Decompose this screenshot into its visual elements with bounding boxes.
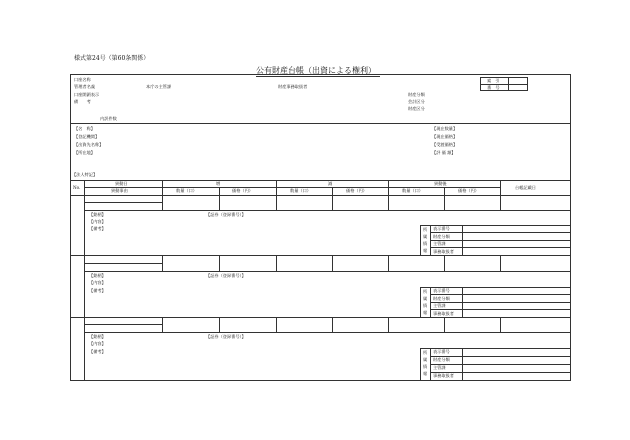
entry-3-shukan: 主管課 (433, 365, 446, 370)
entry-1-naiyou: 【内容】 (89, 219, 106, 224)
kaisetsu-label: 口座開鎖表示 (74, 92, 100, 97)
entry-1-shozoku-1: 所 (423, 227, 428, 232)
entry-1-bunrui: 財産分類 (433, 234, 450, 239)
entry-3-bunrui: 財産分類 (433, 357, 450, 362)
entry-1-shoken: 【証券（登録番号）】 (206, 212, 246, 217)
entry-1-jimu: 事務取扱者 (433, 249, 454, 254)
col-ido-jiyu: 異動事由 (111, 188, 128, 193)
info-hyouka: 【評 価 額】 (432, 150, 456, 155)
info-genzai-kakaku: 【現在価格】 (432, 134, 458, 139)
entry-2-shozoku-1: 所 (423, 289, 428, 294)
entry-3-shoken: 【証券（登録番号）】 (206, 334, 246, 339)
col-idogo-suryo: 数量（口） (402, 188, 423, 193)
entry-3-biko: 【備考】 (89, 349, 106, 354)
entry-3-shozoku-3: 情 (423, 364, 428, 369)
entry-2-shozoku-4: 報 (423, 310, 428, 315)
entry-3-hyouji: 表示番号 (433, 349, 450, 354)
entry-3-naiyou: 【内容】 (89, 341, 106, 346)
document-title: 公有財産台帳（出資による権利） (256, 66, 376, 75)
col-idogo-kakaku: 価格（円） (458, 188, 479, 193)
form-number: 様式第24号（第60条関係） (74, 55, 150, 62)
bunrui-label: 財産分類 (408, 92, 425, 97)
col-zo: 増 (216, 181, 221, 186)
entry-2-shozoku-3: 情 (423, 303, 428, 308)
entry-2-shoken: 【証券（登録番号）】 (206, 273, 246, 278)
entry-2-bunrui: 財産分類 (433, 296, 450, 301)
entry-2-hyouji: 表示番号 (433, 288, 450, 293)
entry-2-naiyou: 【内容】 (89, 280, 106, 285)
kouza-name-label: 口座名称 (74, 77, 91, 82)
entry-2-jimu: 事務取扱者 (433, 311, 454, 316)
col-zo-suryo: 数量（口） (176, 188, 197, 193)
sakuin-label: 索 引 (487, 78, 500, 83)
entry-1-shozoku-4: 報 (423, 248, 428, 253)
jimu-label: 財産事務取扱者 (278, 84, 308, 89)
biko-label: 備 考 (74, 99, 91, 104)
entry-3-shozoku-4: 報 (423, 371, 428, 376)
col-gen: 減 (328, 181, 333, 186)
entry-3-shozoku-1: 所 (423, 350, 428, 355)
zaisan-kubun-label: 財産区分 (408, 106, 425, 111)
entry-3-shozoku-2: 属 (423, 357, 428, 362)
shoukan-label: 本庁の主管課 (146, 84, 172, 89)
entry-1-hyouji: 表示番号 (433, 226, 450, 231)
bango-label: 番 号 (487, 85, 500, 90)
entry-2-shukan: 主管課 (433, 303, 446, 308)
uchiwake-label: 内訳件数 (100, 116, 117, 121)
info-genzai-suryo: 【現在数量】 (432, 126, 458, 131)
entry-3-jimu: 事務取扱者 (433, 373, 454, 378)
title-underline (256, 76, 380, 77)
col-no: No. (73, 185, 81, 190)
info-shusshisaki: 【出資先名称】 (74, 142, 104, 147)
info-ukewatashi: 【受渡価格】 (432, 142, 458, 147)
entry-1-shozoku-3: 情 (423, 241, 428, 246)
entry-3-meigara: 【銘柄】 (89, 334, 106, 339)
entry-1-meigara: 【銘柄】 (89, 212, 106, 217)
col-zo-kakaku: 価格（円） (232, 188, 253, 193)
info-shozaichi: 【所在地】 (74, 150, 95, 155)
kaikei-label: 会計区分 (408, 99, 425, 104)
entry-2-shozoku-2: 属 (423, 296, 428, 301)
col-daicho-kisai: 台帳記載日 (515, 185, 536, 190)
kanrisha-label: 管理者名義 (74, 84, 95, 89)
col-gen-suryo: 数量（口） (290, 188, 311, 193)
entry-1-biko: 【備考】 (89, 226, 106, 231)
col-ido-go: 異動後 (434, 181, 447, 186)
info-meisho: 【名 称】 (74, 126, 95, 131)
info-touki: 【登記機関】 (74, 134, 100, 139)
hojin-tokki-label: 【法人特記】 (72, 172, 98, 177)
entry-1-shukan: 主管課 (433, 241, 446, 246)
col-ido-bi: 異動日 (115, 181, 128, 186)
col-gen-kakaku: 価格（円） (346, 188, 367, 193)
entry-1-shozoku-2: 属 (423, 234, 428, 239)
entry-2-biko: 【備考】 (89, 288, 106, 293)
entry-2-meigara: 【銘柄】 (89, 273, 106, 278)
